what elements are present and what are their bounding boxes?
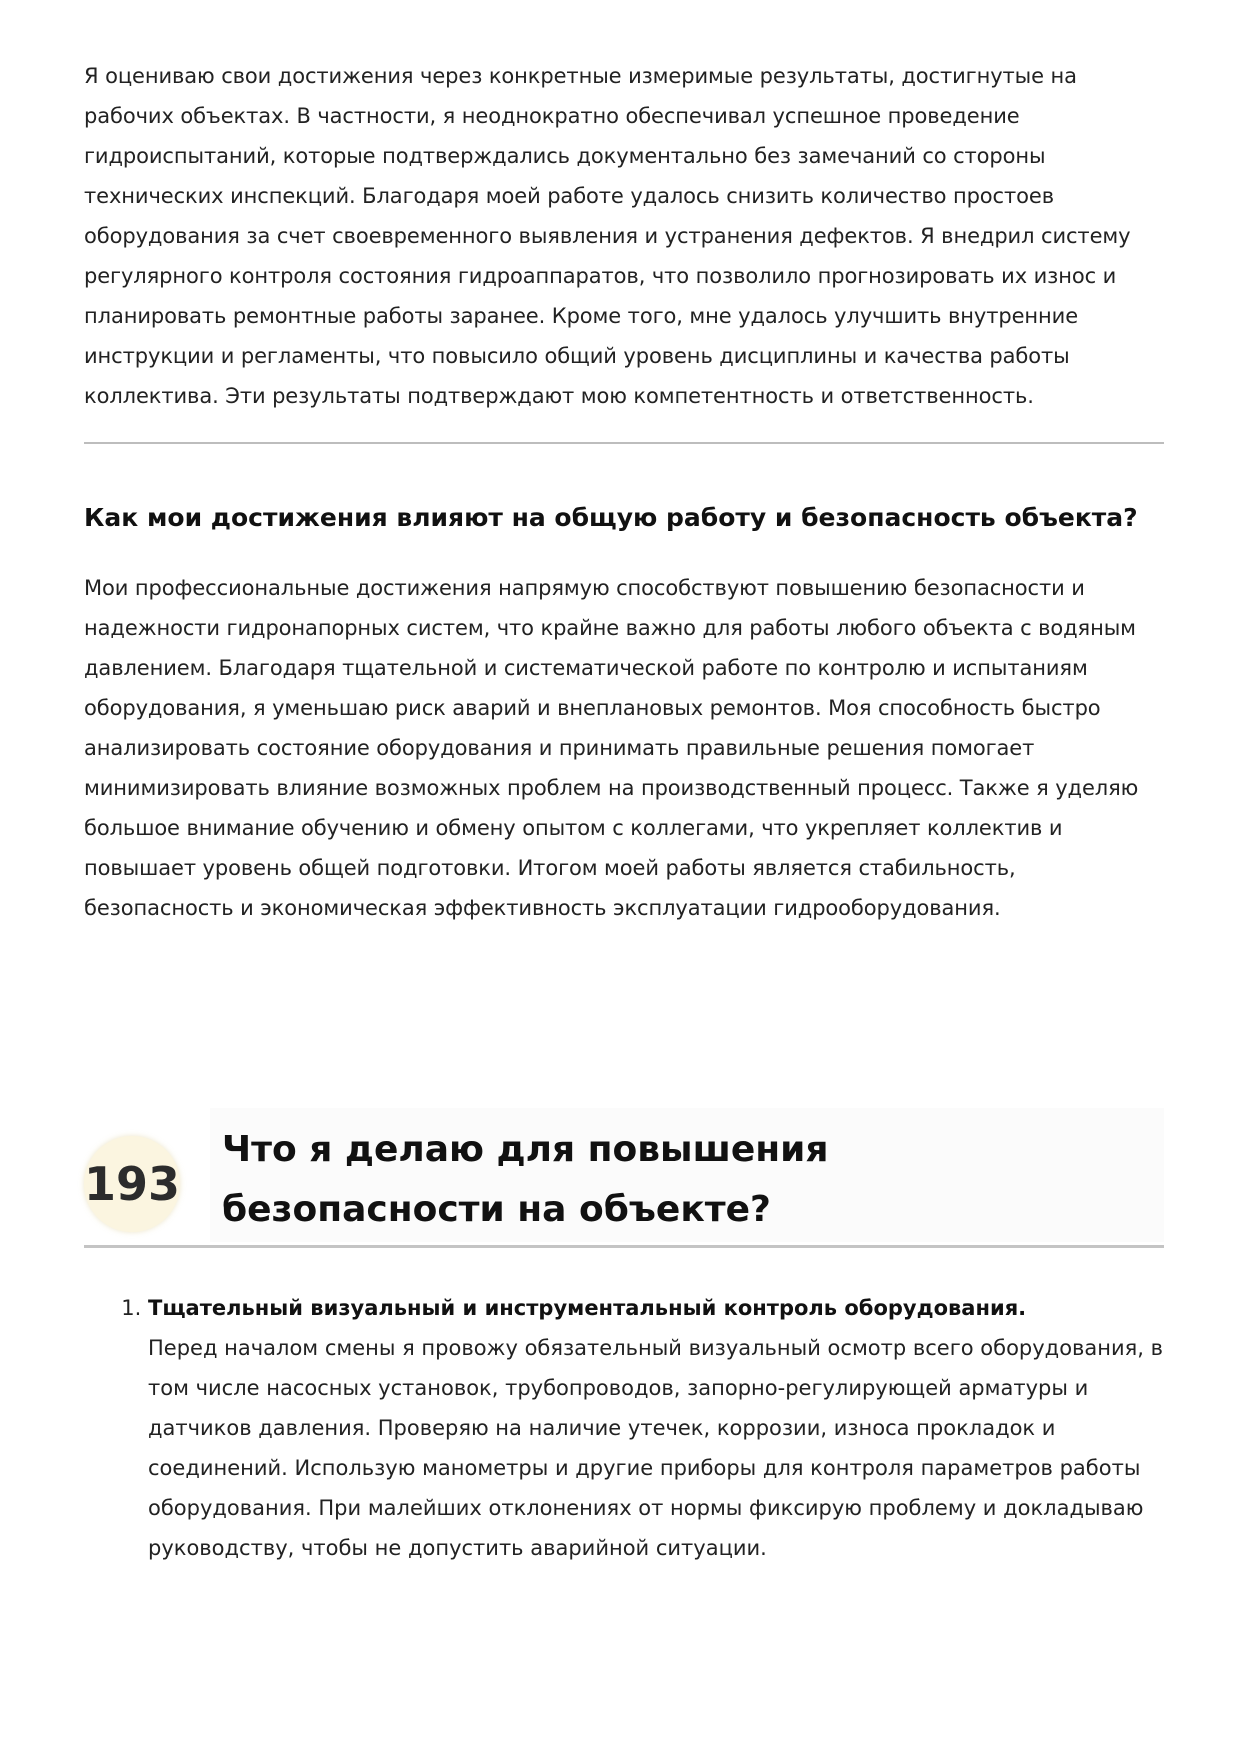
question-section-header [84, 1108, 1164, 1248]
intro-paragraph: Я оцениваю свои достижения через конкретные измеримые результаты, достигнутые на рабочих объектах. В частности, я неоднократно обеспечивал успешное проведение гидроиспытаний, которые подтверждались документально без замечаний со стороны технических инспекций. Благодаря моей работе удалось снизить количество простоев оборудования за счет своевременного выявления и устранения дефектов. Я внедрил систему регулярного контроля состояния гидроаппаратов, что позволило прогнозировать их износ и планировать ремонтные работы заранее. Кроме того, мне удалось улучшить внутренние инструкции и регламенты, что повысило общий уровень дисциплины и качества работы коллектива. Эти результаты подтверждают мою компетентность и ответственность. [84, 64, 1131, 408]
section-divider [84, 1245, 1164, 1248]
impact-heading: Как мои достижения влияют на общую работу и безопасность объекта? [84, 503, 1138, 532]
list-item [148, 1288, 1164, 1568]
safety-measures-list [84, 1288, 1164, 1568]
impact-paragraph: Мои профессиональные достижения напрямую способствуют повышению безопасности и надежности гидронапорных систем, что крайне важно для работы любого объекта с водяным давлением. Благодаря тщательной и систематической работе по контролю и испытаниям оборудования, я уменьшаю риск аварий и внеплановых ремонтов. Моя способность быстро анализировать состояние оборудования и принимать правильные решения помогает минимизировать влияние возможных проблем на производственный процесс. Также я уделяю большое внимание обучению и обмену опытом с коллегами, что укрепляет коллектив и повышает уровень общей подготовки. Итогом моей работы является стабильность, безопасность и экономическая эффективность эксплуатации гидрооборудования. [84, 576, 1139, 920]
list-item-text: Перед началом смены я провожу обязательный визуальный осмотр всего оборудования, в том числе насосных установок, трубопроводов, запорно-регулирующей арматуры и датчиков давления. Проверяю на наличие утечек, коррозии, износа прокладок и соединений. Использую манометры и другие приборы для контроля параметров работы оборудования. При малейших отклонениях от нормы фиксирую проблему и докладываю руководству, чтобы не допустить аварийной ситуации. [148, 1336, 1164, 1560]
divider [84, 442, 1164, 444]
section-title: Что я делаю для повышения безопасности на объекте? [222, 1129, 829, 1230]
list-item-title: 1. Тщательный визуальный и инструментальный контроль оборудования. [148, 1296, 1027, 1320]
question-number-badge: 193 [84, 1136, 180, 1232]
document-page [84, 56, 1164, 1568]
